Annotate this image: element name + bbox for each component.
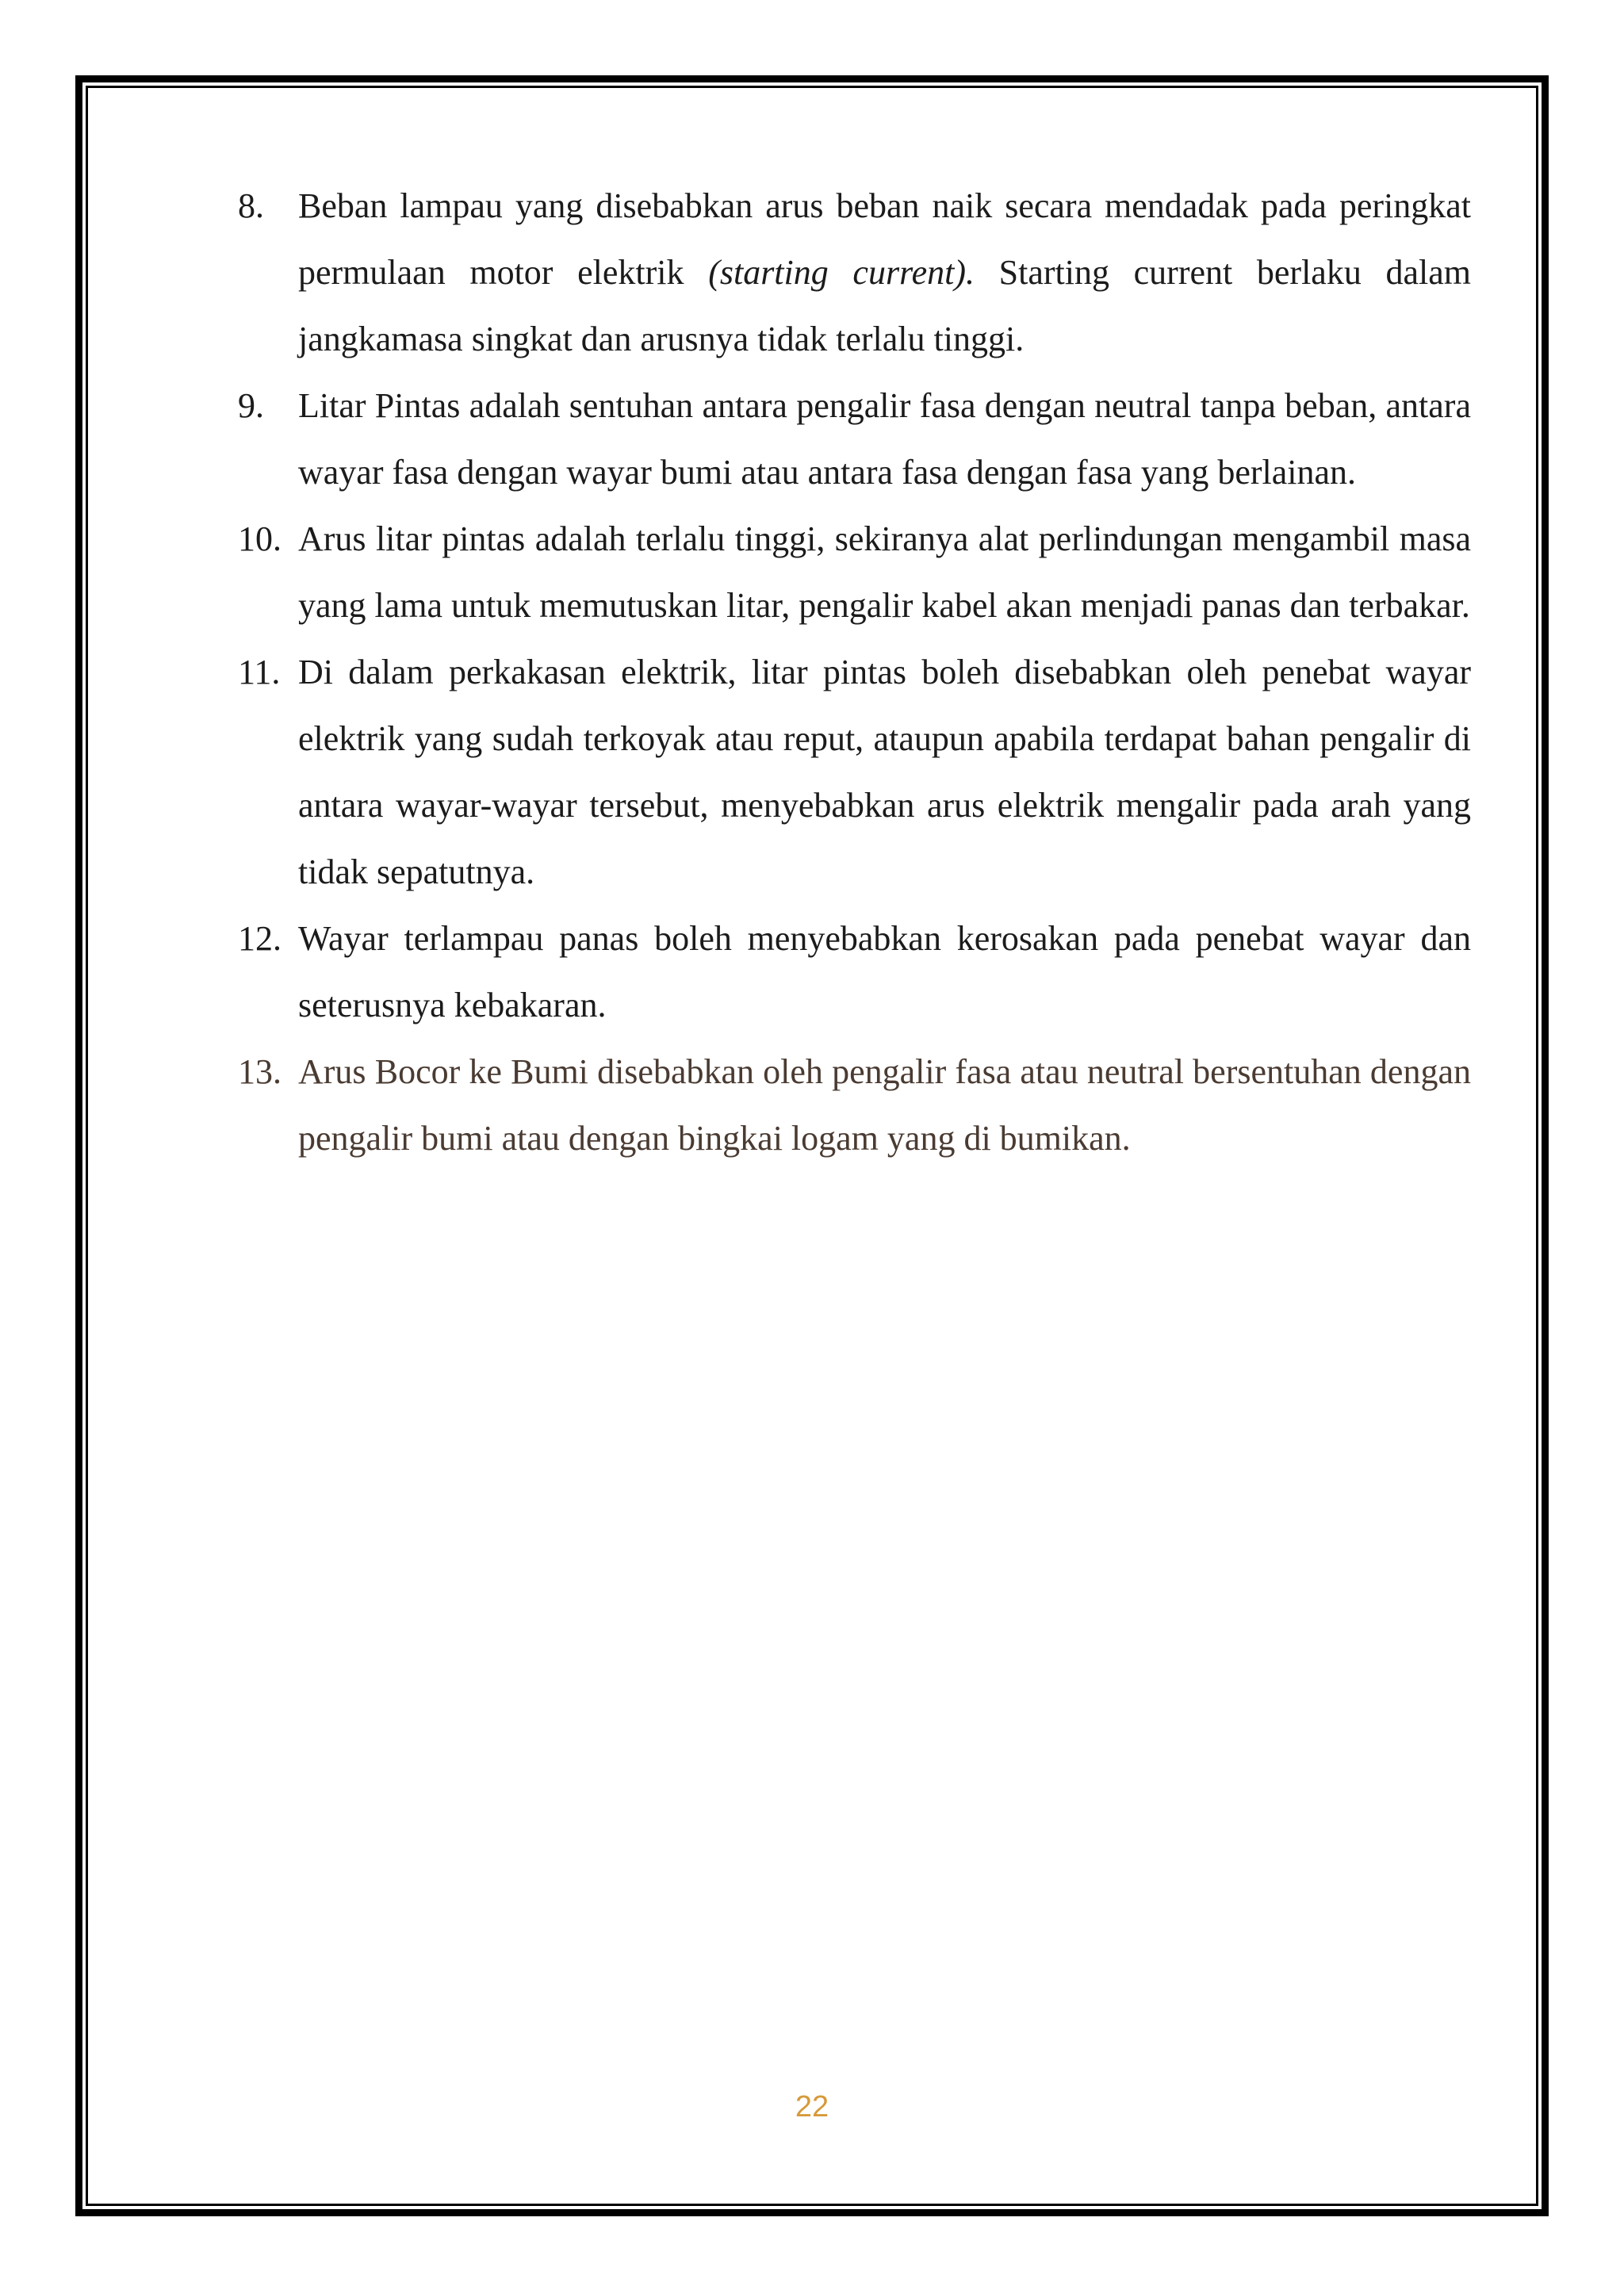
item-text: Litar Pintas adalah sentuhan antara pengalir fasa dengan neutral tanpa beban, antara wayar fasa dengan wayar bumi atau antara fasa dengan fasa yang berlainan. — [298, 386, 1471, 492]
list-number: 10. — [238, 519, 282, 558]
item-text-italic: (starting current). — [708, 253, 975, 292]
list-number: 12. — [238, 919, 282, 958]
list-item-11 — [238, 639, 1471, 906]
page-number: 22 — [795, 2090, 829, 2124]
list-item-9 — [238, 373, 1471, 506]
list-item-13 — [238, 1039, 1471, 1172]
item-text: Wayar terlampau panas boleh menyebabkan kerosakan pada penebat wayar dan seterusnya kebakaran. — [298, 919, 1471, 1024]
list-item-12 — [238, 906, 1471, 1039]
item-text: Arus litar pintas adalah terlalu tinggi, sekiranya alat perlindungan mengambil masa yang lama untuk memutuskan litar, pengalir kabel akan menjadi panas dan terbakar. — [298, 519, 1471, 625]
item-text: Beban lampau yang disebabkan arus beban naik secara mendadak pada peringkat permulaan motor elektrik — [298, 186, 1471, 292]
list-item-8 — [238, 173, 1471, 373]
item-text: Di dalam perkakasan elektrik, litar pintas boleh disebabkan oleh penebat wayar elektrik yang sudah terkoyak atau reput, ataupun apabila terdapat bahan pengalir di antara wayar-wayar tersebut, menyebabkan arus elektrik mengalir pada arah yang tidak sepatutnya. — [298, 653, 1471, 891]
numbered-list — [238, 173, 1471, 1172]
list-item-10 — [238, 506, 1471, 639]
item-text: Arus Bocor ke Bumi disebabkan oleh pengalir fasa atau neutral bersentuhan dengan pengalir bumi atau dengan bingkai logam yang di bumikan. — [298, 1052, 1471, 1158]
item-text: Starting current berlaku dalam jangkamasa singkat dan arusnya tidak terlalu tinggi. — [298, 253, 1472, 358]
list-number: 8. — [238, 186, 264, 225]
list-number: 11. — [238, 653, 281, 691]
list-number: 13. — [238, 1052, 282, 1091]
list-number: 9. — [238, 386, 264, 425]
